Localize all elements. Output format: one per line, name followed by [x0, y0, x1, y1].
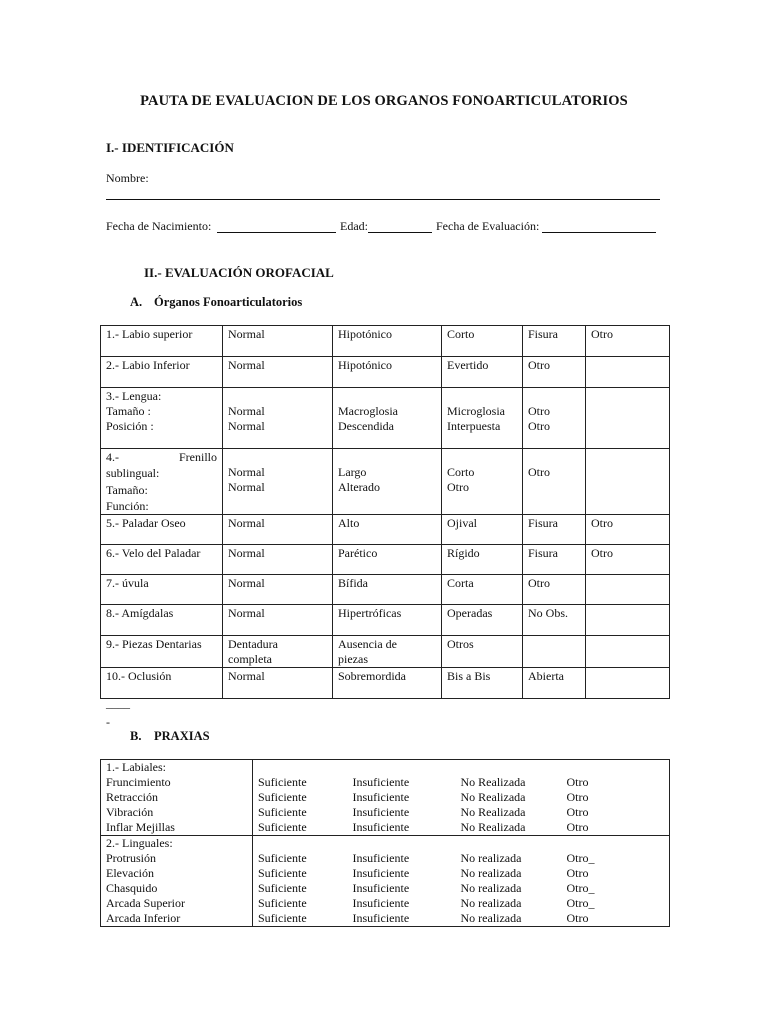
organos-option-text: Otro [591, 327, 613, 341]
organos-option-text: Fisura [528, 516, 558, 530]
organos-row-label [101, 449, 223, 515]
organos-option-cell[interactable] [442, 636, 523, 668]
organos-option-text: Normal [228, 546, 265, 560]
organos-option-text: Macroglosia [338, 404, 398, 418]
organos-option-text: Hipotónico [338, 327, 392, 341]
praxias-option-text: Otro_ [566, 881, 595, 895]
praxias-option-text: Otro_ [566, 851, 595, 865]
organos-option-text [591, 576, 664, 591]
organos-option-cell[interactable] [523, 357, 586, 388]
organos-label-text: Tamaño : [106, 404, 151, 418]
praxias-option-text: Suficiente [258, 851, 307, 865]
organos-option-cell[interactable] [333, 605, 442, 636]
organos-option-text: Parético [338, 546, 378, 560]
organos-option-cell[interactable] [333, 668, 442, 699]
organos-option-text [591, 358, 664, 373]
organos-option-text: Fisura [528, 546, 558, 560]
organos-row-label [101, 668, 223, 699]
organos-option-text: Abierta [528, 669, 564, 683]
praxias-item-label: Inflar Mejillas [106, 820, 175, 834]
praxias-option-text: No Realizada [460, 790, 526, 804]
subsection-organos-letter: A. [130, 295, 143, 309]
praxias-option-text: No Realizada [460, 820, 526, 834]
praxias-option-text: No realizada [460, 896, 522, 910]
section-orofacial-heading: II.- EVALUACIÓN OROFACIAL [144, 265, 334, 280]
nombre-label: Nombre: [106, 171, 149, 185]
subsection-praxias-title: PRAXIAS [154, 729, 210, 743]
organos-option-text: Bífida [338, 576, 368, 590]
edad-label: Edad: [340, 219, 368, 233]
fecha-evaluacion-label: Fecha de Evaluación: [436, 219, 540, 233]
praxias-option-text: No realizada [460, 881, 522, 895]
organos-row [101, 605, 670, 636]
organos-option-cell[interactable] [223, 388, 333, 449]
organos-label-text: Tamaño: [106, 483, 148, 497]
praxias-option-text: Insuficiente [352, 881, 410, 895]
organos-row-label [101, 575, 223, 605]
organos-option-text [591, 389, 664, 404]
organos-row [101, 636, 670, 668]
organos-label-text: 7.- úvula [106, 576, 149, 590]
fecha-nacimiento-field-line[interactable] [217, 232, 336, 233]
organos-option-text: Alterado [338, 480, 380, 494]
organos-option-cell[interactable] [333, 357, 442, 388]
organos-row-label [101, 388, 223, 449]
organos-label-text: 10.- Oclusión [106, 669, 172, 683]
organos-row [101, 575, 670, 605]
praxias-option-text: Insuficiente [352, 911, 410, 925]
organos-row [101, 668, 670, 699]
organos-option-cell[interactable] [442, 357, 523, 388]
organos-option-text [528, 389, 580, 404]
praxias-item-label: Arcada Inferior [106, 911, 181, 925]
organos-option-cell[interactable] [223, 636, 333, 668]
organos-option-text: Normal [228, 404, 265, 418]
organos-option-cell[interactable] [333, 515, 442, 545]
organos-option-text: Hipertróficas [338, 606, 402, 620]
praxias-option-cell[interactable] [348, 760, 456, 836]
organos-option-cell[interactable] [223, 545, 333, 575]
praxias-option-text: Insuficiente [352, 866, 410, 880]
praxias-option-text: Suficiente [258, 866, 307, 880]
praxias-option-text: Otro [566, 820, 589, 834]
praxias-option-text: Insuficiente [352, 790, 410, 804]
organos-option-text: Microglosia [447, 404, 505, 418]
nombre-field-line[interactable] [106, 199, 660, 200]
praxias-group-row [101, 760, 670, 836]
organos-option-cell[interactable] [523, 515, 586, 545]
organos-option-text: Largo [338, 465, 367, 479]
organos-option-text [447, 389, 517, 404]
praxias-table [100, 759, 670, 927]
organos-option-text: Normal [228, 606, 265, 620]
organos-label-text: 8.- Amígdalas [106, 606, 174, 620]
organos-option-text: Normal [228, 669, 265, 683]
organos-option-cell[interactable] [523, 605, 586, 636]
organos-option-text: Corto [447, 465, 475, 479]
organos-row-label [101, 326, 223, 357]
praxias-option-text: No realizada [460, 911, 522, 925]
organos-row [101, 388, 670, 449]
organos-row-label [101, 515, 223, 545]
praxias-option-text: Otro_ [566, 896, 595, 910]
praxias-option-text: Suficiente [258, 805, 307, 819]
praxias-item-label: Elevación [106, 866, 154, 880]
organos-option-text: Otro [591, 546, 613, 560]
praxias-option-cell[interactable] [562, 836, 670, 927]
edad-field-line[interactable] [368, 232, 432, 233]
organos-option-text: Normal [228, 465, 265, 479]
organos-row [101, 545, 670, 575]
praxias-option-cell[interactable] [562, 760, 670, 836]
organos-label-text: Frenillo [179, 450, 217, 464]
organos-option-cell[interactable] [333, 326, 442, 357]
organos-option-cell[interactable] [442, 515, 523, 545]
praxias-option-text: No Realizada [460, 805, 526, 819]
organos-option-text [591, 606, 664, 621]
organos-option-text: Otros [447, 637, 474, 651]
organos-option-cell[interactable] [333, 388, 442, 449]
organos-label-text: 3.- Lengua: [106, 389, 162, 403]
organos-label-text: 9.- Piezas Dentarias [106, 637, 202, 651]
praxias-option-text: Otro [566, 911, 589, 925]
organos-option-text [591, 465, 664, 480]
organos-row [101, 515, 670, 545]
organos-option-cell[interactable] [523, 668, 586, 699]
organos-option-text: Fisura [528, 327, 558, 341]
organos-option-text [228, 389, 327, 404]
organos-option-cell[interactable] [523, 449, 586, 515]
organos-option-text: Ausencia de [338, 637, 397, 651]
praxias-option-text: Insuficiente [352, 820, 410, 834]
praxias-item-label: Chasquido [106, 881, 158, 895]
organos-option-text: Normal [228, 327, 265, 341]
organos-option-text: Corto [447, 327, 475, 341]
organos-label-text: 1.- Labio superior [106, 327, 193, 341]
organos-option-text [591, 669, 664, 684]
praxias-group-row [101, 836, 670, 927]
praxias-option-cell[interactable] [456, 836, 562, 927]
organos-option-cell[interactable] [586, 357, 670, 388]
organos-option-cell[interactable] [333, 636, 442, 668]
organos-label-text: 4.- [106, 450, 119, 464]
organos-option-text: Ojival [447, 516, 477, 530]
organos-option-text: Otro [528, 576, 550, 590]
subsection-organos-title: Órganos Fonoarticulatorios [154, 295, 303, 309]
organos-option-cell[interactable] [333, 575, 442, 605]
fecha-evaluacion-field-line[interactable] [542, 232, 656, 233]
organos-option-cell[interactable] [223, 515, 333, 545]
organos-option-text: Normal [228, 480, 265, 494]
organos-option-cell[interactable] [586, 388, 670, 449]
organos-option-cell[interactable] [586, 668, 670, 699]
organos-option-cell[interactable] [586, 545, 670, 575]
organos-option-text: Otro [447, 480, 469, 494]
organos-option-text: completa [228, 652, 272, 666]
organos-option-cell[interactable] [223, 449, 333, 515]
organos-option-cell[interactable] [442, 668, 523, 699]
organos-row [101, 326, 670, 357]
praxias-option-text: Suficiente [258, 775, 307, 789]
section-identificacion-heading: I.- IDENTIFICACIÓN [106, 140, 234, 155]
organos-option-cell[interactable] [442, 449, 523, 515]
praxias-option-text: Otro [566, 805, 589, 819]
praxias-label-cell [101, 836, 253, 927]
organos-option-cell[interactable] [223, 357, 333, 388]
praxias-option-text: No realizada [460, 851, 522, 865]
organos-option-cell[interactable] [223, 575, 333, 605]
organos-option-cell[interactable] [223, 605, 333, 636]
organos-row-label [101, 545, 223, 575]
praxias-option-text: No Realizada [460, 775, 526, 789]
praxias-option-text: Suficiente [258, 881, 307, 895]
praxias-option-cell[interactable] [456, 760, 562, 836]
subsection-organos-heading [130, 295, 302, 310]
subsection-praxias-letter: B. [130, 729, 142, 743]
organos-option-cell[interactable] [523, 636, 586, 668]
praxias-option-cell[interactable] [253, 836, 348, 927]
praxias-option-text: Otro [566, 775, 589, 789]
organos-option-text: No Obs. [528, 606, 569, 620]
praxias-option-text: Suficiente [258, 790, 307, 804]
organos-option-cell[interactable] [223, 326, 333, 357]
organos-option-text: Normal [228, 419, 265, 433]
organos-option-text: Dentadura [228, 637, 278, 651]
organos-option-text: Interpuesta [447, 419, 501, 433]
organos-option-text: Rígido [447, 546, 480, 560]
organos-option-cell[interactable] [523, 575, 586, 605]
praxias-option-text: Otro [566, 866, 589, 880]
praxias-option-text: Insuficiente [352, 775, 410, 789]
document-title: PAUTA DE EVALUACION DE LOS ORGANOS FONOARTICULATORIOS [140, 93, 628, 109]
organos-option-text: Alto [338, 516, 360, 530]
praxias-option-text: Suficiente [258, 820, 307, 834]
organos-option-cell[interactable] [586, 326, 670, 357]
organos-option-text: Normal [228, 358, 265, 372]
organos-row [101, 449, 670, 515]
organos-option-cell[interactable] [586, 575, 670, 605]
organos-option-cell[interactable] [442, 605, 523, 636]
praxias-item-label: Retracción [106, 790, 158, 804]
organos-option-cell[interactable] [523, 388, 586, 449]
organos-table [100, 325, 670, 699]
organos-label-text: sublingual: [106, 466, 160, 480]
organos-option-text: Otro [528, 358, 550, 372]
stray-dash-mark: - [106, 715, 110, 729]
organos-option-cell[interactable] [442, 326, 523, 357]
praxias-item-label: Protrusión [106, 851, 157, 865]
praxias-option-text: No realizada [460, 866, 522, 880]
organos-option-cell[interactable] [333, 449, 442, 515]
organos-option-cell[interactable] [442, 545, 523, 575]
praxias-item-label: Vibración [106, 805, 154, 819]
organos-option-text: Bis a Bis [447, 669, 491, 683]
organos-option-text: Hipotónico [338, 358, 392, 372]
organos-option-text: Evertido [447, 358, 489, 372]
stray-underline-mark: ____ [106, 696, 130, 710]
organos-label-text: 6.- Velo del Paladar [106, 546, 201, 560]
organos-option-text [591, 637, 664, 652]
organos-option-cell[interactable] [442, 575, 523, 605]
organos-option-cell[interactable] [586, 449, 670, 515]
organos-option-text: Normal [228, 516, 265, 530]
organos-option-cell[interactable] [523, 326, 586, 357]
organos-option-text: Corta [447, 576, 474, 590]
praxias-option-text: Insuficiente [352, 896, 410, 910]
organos-option-cell[interactable] [586, 605, 670, 636]
organos-option-cell[interactable] [586, 636, 670, 668]
organos-option-text [528, 637, 580, 652]
organos-option-text: Otro [528, 465, 550, 479]
organos-option-cell[interactable] [442, 388, 523, 449]
organos-option-text: Otro [591, 516, 613, 530]
praxias-option-text: Suficiente [258, 896, 307, 910]
organos-option-text: Otro [528, 404, 550, 418]
organos-option-cell[interactable] [333, 545, 442, 575]
organos-option-text: Normal [228, 576, 265, 590]
praxias-option-cell[interactable] [348, 836, 456, 927]
praxias-option-cell[interactable] [253, 760, 348, 836]
organos-option-cell[interactable] [223, 668, 333, 699]
organos-option-text: Sobremordida [338, 669, 406, 683]
organos-row-label [101, 605, 223, 636]
praxias-option-text: Otro [566, 790, 589, 804]
praxias-item-label: Arcada Superior [106, 896, 185, 910]
fecha-nacimiento-label: Fecha de Nacimiento: [106, 219, 212, 233]
organos-row [101, 357, 670, 388]
organos-option-text: piezas [338, 652, 368, 666]
organos-option-text [338, 389, 436, 404]
organos-option-cell[interactable] [586, 515, 670, 545]
subsection-praxias-heading [130, 729, 210, 744]
organos-label-text: Función: [106, 499, 149, 513]
praxias-option-text: Suficiente [258, 911, 307, 925]
praxias-item-label: Fruncimiento [106, 775, 171, 789]
organos-label-text: Posición : [106, 419, 154, 433]
organos-label-text: 5.- Paladar Oseo [106, 516, 186, 530]
organos-row-label [101, 636, 223, 668]
praxias-label-cell [101, 760, 253, 836]
praxias-group-header: 1.- Labiales: [106, 760, 166, 774]
organos-option-text: Descendida [338, 419, 394, 433]
organos-label-text: 2.- Labio Inferior [106, 358, 190, 372]
praxias-group-header: 2.- Linguales: [106, 836, 173, 850]
organos-option-text: Operadas [447, 606, 493, 620]
organos-option-cell[interactable] [523, 545, 586, 575]
praxias-option-text: Insuficiente [352, 851, 410, 865]
organos-option-text: Otro [528, 419, 550, 433]
praxias-option-text: Insuficiente [352, 805, 410, 819]
organos-row-label [101, 357, 223, 388]
